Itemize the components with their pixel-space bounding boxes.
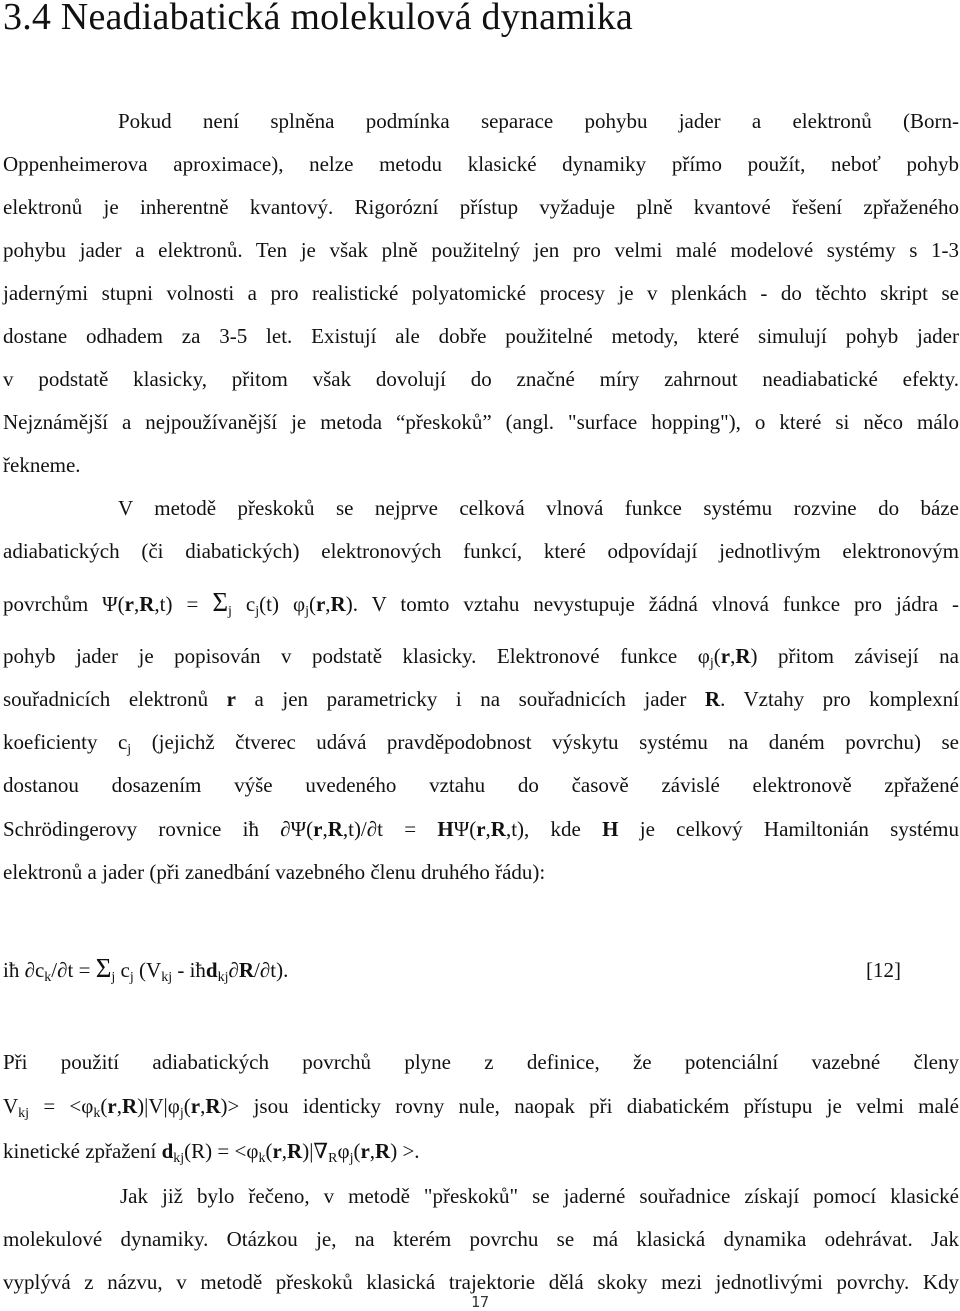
equation-12: [3, 953, 959, 985]
paragraph-line-formula: kinetické zpřažení $d_{kj}(R) = <\varphi_k(r,R)|\nabla_R\varphi_j(r,R)$ >.: [3, 1139, 420, 1166]
paragraph-line: Oppenheimerova aproximace), nelze metodu klasické dynamiky přímo použít, neboť pohyb: [3, 152, 959, 176]
paragraph-line-formula: $V_{kj} = <\varphi_k(r,R)|V|\varphi_j(r,R)>$ jsou identicky rovny nule, naopak při diabatickém přístupu je velmi malé: [3, 1094, 959, 1121]
paragraph-line: Nejznámější a nejpoužívanější je metoda “přeskoků” (angl. "surface hopping"), o které si něco málo: [3, 410, 959, 434]
paragraph-line: V metodě přeskoků se nejprve celková vlnová funkce systému rozvine do báze: [118, 496, 959, 520]
section-title: 3.4 Neadiabatická molekulová dynamika: [3, 0, 633, 38]
paragraph-line: jadernými stupni volnosti a pro realistické polyatomické procesy je v plenkách - do těchto skript se: [3, 281, 959, 305]
paragraph-line: vyplývá z názvu, v metodě přeskoků klasická trajektorie dělá skoky mezi jednotlivými povrchy. Kdy: [3, 1270, 959, 1294]
paragraph-line: adiabatických (či diabatických) elektronových funkcí, které odpovídají jednotlivým elektronovým: [3, 539, 959, 563]
paragraph-line: elektronů je inherentně kvantový. Rigorózní přístup vyžaduje plně kvantové řešení zpřaženého: [3, 195, 959, 219]
page-number: 17: [470, 1293, 490, 1311]
paragraph-line: dostane odhadem za 3-5 let. Existují ale dobře použitelné metody, které simulují pohyb jader: [3, 324, 959, 348]
paragraph-line: řekneme.: [3, 453, 81, 477]
paragraph-line: v podstatě klasicky, přitom však dovolují do značné míry zahrnout neadiabatické efekty.: [3, 367, 959, 391]
paragraph-line: pohybu jader a elektronů. Ten je však plně použitelný jen pro velmi malé modelové systémy s 1-3: [3, 238, 959, 262]
paragraph-line: Jak již bylo řečeno, v metodě "přeskoků" se jaderné souřadnice získají pomocí klasické: [120, 1184, 959, 1208]
paragraph-line: elektronů a jader (při zanedbání vazebného členu druhého řádu):: [3, 860, 546, 884]
paragraph-line-formula: koeficienty $c_j$ (jejichž čtverec udává pravděpodobnost výskytu systému na daném povrchu) se: [3, 730, 960, 757]
paragraph-line: molekulové dynamiky. Otázkou je, na kterém povrchu se má klasická dynamika odehrávat. Jak: [3, 1227, 959, 1251]
paragraph-line-formula: povrchům $\Psi(r,R,t) = \Sigma_j$ $c_j(t)$ $\varphi_j(r,R)$. V tomto vztahu nevystupuje žádná vlnová funkce pro jádra -: [3, 587, 959, 619]
paragraph-line: Pokud není splněna podmínka separace pohybu jader a elektronů (Born-: [118, 109, 959, 133]
paragraph-line: Při použití adiabatických povrchů plyne z definice, že potenciální vazebné členy: [3, 1050, 959, 1074]
equation-body: iħ $\partial c_k/\partial t = \Sigma_j$ $c_j$ ($V_{kj}$ - iħd$_{kj}$∂R/∂t).: [3, 953, 289, 985]
paragraph-line-formula: Schrödingerovy rovnice iħ ∂Ψ(r,R,t)/∂t = HΨ(r,R,t), kde H je celkový Hamiltonián systému: [3, 817, 959, 841]
paragraph-line-formula: pohyb jader je popisován v podstatě klasicky. Elektronové funkce $\varphi_j(r,R)$ přitom závisejí na: [3, 644, 959, 671]
paragraph-line: souřadnicích elektronů r a jen parametricky i na souřadnicích jader R. Vztahy pro komplexní: [3, 687, 959, 711]
equation-number: [12]: [866, 958, 901, 982]
paragraph-line: dostanou dosazením výše uvedeného vztahu do časově závislé elektronově zpřažené: [3, 773, 959, 797]
